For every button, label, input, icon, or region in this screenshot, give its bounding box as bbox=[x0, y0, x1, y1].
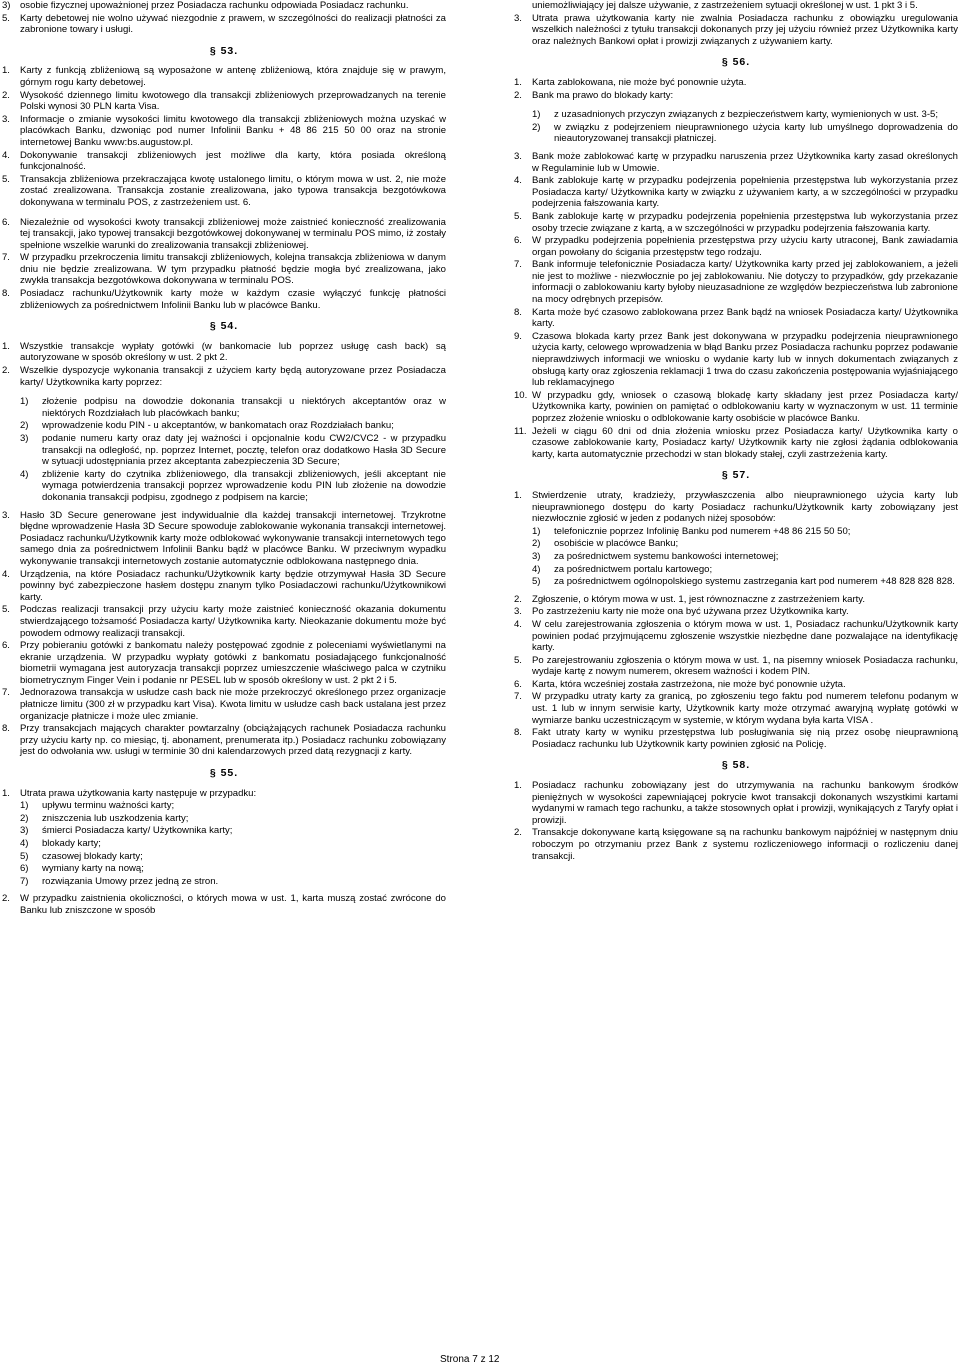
numbered-paragraph bbox=[2, 217, 446, 252]
item-text: Dokonywanie transakcji zbliżeniowych jest możliwe dla karty, która posiada określoną funkcjonalność. bbox=[20, 149, 446, 173]
item-text: zbliżenie karty do czytnika zbliżeniowego, dla transakcji zbliżeniowych, jeśli akceptant nie wymaga potwierdzenia transakcji poprzez wprowadzenie kodu PIN lub złożenie na dowodzie dokonania transakcji podpisu, zgodnego z podpisem na karcie; bbox=[42, 468, 446, 503]
sub-item bbox=[2, 851, 446, 863]
numbered-paragraph bbox=[2, 65, 446, 88]
numbered-paragraph bbox=[2, 569, 446, 604]
numbered-paragraph bbox=[514, 90, 958, 102]
item-text: Posiadacz rachunku zobowiązany jest do utrzymywania na rachunku bankowym środków pieniężnych w wysokości zapewniającej pokrycie kwot transakcji dokonanych wszystkimi kartami wydanymi w ramach tego rachunku, a także stosownych opłat i prowizji, wynikających z Taryfy opłat i prowizji. bbox=[532, 780, 958, 826]
numbered-paragraph bbox=[2, 341, 446, 364]
numbered-paragraph bbox=[514, 211, 958, 234]
numbered-paragraph bbox=[514, 259, 958, 305]
item-number: 2) bbox=[20, 420, 29, 432]
item-number: 4. bbox=[2, 149, 10, 161]
item-text: W celu zarejestrowania zgłoszenia o którym mowa w ust. 1, Posiadacz rachunku/Użytkownik karty powinien podać przyjmującemu zgłoszenie wszystkie niezbędne dane pozwalające na identyfikację karty. bbox=[532, 618, 958, 654]
item-number: 2. bbox=[514, 827, 522, 839]
numbered-paragraph bbox=[514, 679, 958, 691]
item-number: 3) bbox=[2, 0, 11, 11]
item-text: Urządzenia, na które Posiadacz rachunku/Użytkownik karty będzie otrzymywał Hasła 3D Secure powinny być zabezpieczone hasłem dostępu znanym tylko Posiadaczowi rachunku/Użytkownikowi karty. bbox=[20, 568, 446, 603]
sub-item bbox=[2, 813, 446, 825]
item-number: 1. bbox=[2, 65, 10, 77]
numbered-paragraph bbox=[514, 175, 958, 210]
item-text: Bank ma prawo do blokady karty: bbox=[532, 89, 674, 101]
item-text: W przypadku utraty karty za granicą, po zgłoszeniu tego faktu pod numerem telefonu podanym w ust. 1 lub w innym serwisie karty, Użytkownik karty może otrzymać awaryjną wypłatę gotówki w wymiarze banku uczestniczącym w systemie, w którym wydana była karta VISA . bbox=[532, 691, 958, 726]
item-text: Karta może być czasowo zablokowana przez Bank bądź na wniosek Posiadacza karty/ Użytkownika karty. bbox=[532, 306, 958, 330]
item-number: 8. bbox=[514, 727, 522, 739]
sub-item bbox=[514, 551, 958, 563]
item-text: upływu terminu ważności karty; bbox=[42, 800, 175, 812]
item-text: Bank zablokuje kartę w przypadku podejrzenia popełnienia przestępstwa lub wykorzystania przez osoby trzecie związane z kartą, a w szczególności w przypadku podejrzenia fałszowania karty. bbox=[532, 210, 958, 234]
item-number: 5) bbox=[20, 850, 29, 862]
item-text: podanie numeru karty oraz daty jej ważności i opcjonalnie kodu CW2/CVC2 - w przypadku transakcji na odległość, np. poprzez Internet, pocztę, telefon oraz dodatkowo Hasła 3D Secure w sytuacji udostępniania przez akceptanta zabezpieczenia 3D Secure; bbox=[42, 433, 446, 468]
item-text: Wszelkie dyspozycje wykonania transakcji z użyciem karty będą autoryzowane przez Posiadacza karty/ Użytkownika karty poprzez: bbox=[20, 365, 446, 388]
item-text: Bank zablokuje kartę w przypadku podejrzenia popełnienia przestępstwa lub wykorzystania przez Posiadacza karty/ Użytkownika karty w związku z używaniem karty, a w szczególności w przypadku podejrzenia fałszowania karty. bbox=[532, 175, 958, 210]
sub-item bbox=[2, 838, 446, 850]
item-number: 9. bbox=[514, 330, 522, 342]
item-number: 5. bbox=[2, 173, 10, 185]
item-number: 7. bbox=[2, 687, 10, 699]
sub-item bbox=[514, 576, 958, 588]
item-text: osobiście w placówce Banku; bbox=[554, 538, 679, 550]
sub-item bbox=[2, 396, 446, 419]
item-number: 2. bbox=[514, 593, 522, 605]
item-number: 3. bbox=[2, 113, 10, 125]
item-text: W przypadku gdy, wniosek o czasową blokadę karty składany jest przez Posiadacza karty/ Użytkownika karty, powinien on pamiętać o odblokowaniu karty w wyznaczonym w ust. 11 terminie poprzez złożenie wniosku o odblokowanie karty osobiście w placówce Banku. bbox=[532, 389, 958, 424]
section-heading: § 56. bbox=[721, 56, 751, 69]
sub-item bbox=[2, 800, 446, 812]
item-number: 1. bbox=[514, 489, 522, 501]
item-number: 4) bbox=[20, 468, 29, 480]
sub-item bbox=[514, 526, 958, 538]
item-number: 2) bbox=[532, 538, 541, 550]
item-text: Jeżeli w ciągu 60 dni od dnia złożenia wniosku przez Posiadacza karty/ Użytkownika karty o czasowe zablokowanie karty, Posiadacz karty/ Użytkownik karty nie zgłosi żądania odblokowania karty, karta automatycznie przechodzi w stan blokady stałej, czyli zastrzeżenia karty. bbox=[532, 425, 958, 460]
item-text: za pośrednictwem systemu bankowości internetowej; bbox=[554, 550, 779, 562]
item-number: 1) bbox=[532, 525, 541, 537]
numbered-paragraph bbox=[514, 619, 958, 654]
item-number: 2) bbox=[532, 121, 541, 133]
item-text: Niezależnie od wysokości kwoty transakcji zbliżeniowej może zaistnieć konieczność zrealizowania tej transakcji, jako typowej transakcji bezgotówkowej dokonywanej w terminalu POS mimo, iż zostały spełnione wszelkie warunki do zrealizowania transakcji zbliżeniowej. bbox=[20, 216, 446, 251]
item-text: Stwierdzenie utraty, kradzieży, przywłaszczenia albo nieuprawnionego użycia karty lub nieuprawnionego dostępu do karty Posiadacz rachunku/Użytkownik karty zobowiązany jest niezwłocznie zgłosić w jeden z podanych niżej sposobów: bbox=[532, 489, 958, 525]
numbered-paragraph bbox=[514, 77, 958, 89]
item-number: 4. bbox=[514, 175, 522, 187]
numbered-paragraph bbox=[514, 827, 958, 862]
numbered-paragraph bbox=[2, 365, 446, 388]
numbered-paragraph bbox=[514, 727, 958, 750]
numbered-paragraph bbox=[2, 640, 446, 686]
item-number: 6) bbox=[20, 863, 29, 875]
item-text: Bank może zablokować kartę w przypadku naruszenia przez Użytkownika karty zasad określonych w Regulaminie lub w Umowie. bbox=[532, 150, 958, 174]
item-number: 6. bbox=[2, 216, 10, 228]
item-number: 1) bbox=[20, 396, 29, 408]
sub-item bbox=[2, 420, 446, 432]
item-number: 6. bbox=[514, 678, 522, 690]
sub-item bbox=[514, 122, 958, 145]
item-number: 6. bbox=[2, 640, 10, 652]
item-text: Fakt utraty karty w wyniku przestępstwa lub posługiwania się nią przez osobę nieuprawnioną Posiadacz rachunku lub Użytkownik karty powinien zgłosić na Policję. bbox=[532, 727, 958, 750]
item-text: Informacje o zmianie wysokości limitu kwotowego dla transakcji zbliżeniowych można uzyskać w placówkach Banku, dzwoniąc pod numer Infolinii Banku + 48 86 215 50 00 oraz na stronie internetowej Banku www:bs.augustow.pl. bbox=[20, 113, 446, 148]
section-heading: § 58. bbox=[721, 759, 751, 772]
item-number: 4) bbox=[20, 838, 29, 849]
item-text: złożenie podpisu na dowodzie dokonania transakcji u niektórych akceptantów oraz w niektórych Rozdziałach lub placówkach banku; bbox=[42, 396, 446, 419]
numbered-paragraph bbox=[514, 655, 958, 678]
item-text: Po zastrzeżeniu karty nie może ona być używana przez Użytkownika karty. bbox=[532, 606, 849, 618]
item-text: czasowej blokady karty; bbox=[42, 850, 143, 862]
item-text: Jednorazowa transakcja w usłudze cash back nie może przekroczyć określonego przez organizacje płatnicze limitu (300 zł w przypadku kart Visa). Kwota limitu w usłudze cash back ustalana jest przez organizacje płatnicze i może ulec zmianie. bbox=[20, 687, 446, 722]
item-text: za pośrednictwem ogólnopolskiego systemu zastrzegania kart pod numerem +48 828 828 828. bbox=[554, 576, 955, 588]
item-text: Utrata prawa użytkowania karty następuje w przypadku: bbox=[20, 787, 257, 799]
sub-item bbox=[514, 538, 958, 550]
item-number: 3. bbox=[2, 509, 10, 521]
item-number: 3) bbox=[532, 550, 541, 562]
item-number: 7. bbox=[514, 259, 522, 271]
item-text: Karta zablokowana, nie może być ponownie użyta. bbox=[532, 76, 747, 88]
item-number: 5) bbox=[532, 576, 541, 588]
item-text: Zgłoszenie, o którym mowa w ust. 1, jest równoznaczne z zastrzeżeniem karty. bbox=[532, 593, 866, 605]
item-text: Wszystkie transakcje wypłaty gotówki (w bankomacie lub poprzez usługę cash back) są autoryzowane w sposób określony w ust. 2 pkt 2. bbox=[20, 340, 446, 364]
item-number: 5. bbox=[2, 604, 10, 616]
sub-item bbox=[514, 564, 958, 576]
item-number: 4. bbox=[2, 568, 10, 580]
item-text: Podczas realizacji transakcji przy użyciu karty może zaistnieć konieczność okazania dokumentu stwierdzającego tożsamość Posiadacza karty/ Użytkownika karty. Nieokazanie dokumentu może być powodem odmowy realizacji transakcji. bbox=[20, 604, 446, 639]
numbered-paragraph bbox=[514, 13, 958, 48]
item-number: 1. bbox=[2, 787, 10, 799]
item-number: 5. bbox=[514, 654, 522, 666]
item-number: 8. bbox=[2, 288, 10, 300]
numbered-paragraph bbox=[514, 780, 958, 826]
item-text: wprowadzenie kodu PIN - u akceptantów, w bankomatach oraz Rozdziałach banku; bbox=[42, 420, 394, 432]
item-text: W przypadku zaistnienia okoliczności, o których mowa w ust. 1, karta muszą zostać zwrócone do Banku lub zniszczone w sposób bbox=[20, 893, 446, 916]
sub-item bbox=[514, 109, 958, 121]
item-number: 3. bbox=[514, 606, 522, 618]
item-number: 2. bbox=[2, 893, 10, 905]
item-number: 2. bbox=[2, 89, 10, 101]
item-text: z uzasadnionych przyczyn związanych z bezpieczeństwem karty, wymienionych w ust. 3-5; bbox=[554, 109, 938, 121]
item-number: 8. bbox=[2, 723, 10, 735]
numbered-paragraph bbox=[2, 0, 446, 12]
numbered-paragraph bbox=[514, 594, 958, 606]
item-number: 1) bbox=[20, 800, 29, 812]
numbered-paragraph bbox=[2, 723, 446, 758]
numbered-paragraph bbox=[2, 288, 446, 311]
numbered-paragraph bbox=[2, 604, 446, 639]
item-number: 3. bbox=[514, 150, 522, 162]
numbered-paragraph bbox=[2, 510, 446, 568]
item-number: 10. bbox=[514, 389, 528, 401]
item-text: W przypadku podejrzenia popełnienia przestępstwa przy użyciu karty utraconej, Bank zawiadamia organ powołany do ścigania przestępstw tego rodzaju. bbox=[532, 235, 958, 258]
item-number: 6. bbox=[514, 235, 522, 247]
numbered-paragraph bbox=[514, 307, 958, 330]
item-number: 2) bbox=[20, 812, 29, 824]
item-number: 4. bbox=[514, 618, 522, 630]
item-number: 7. bbox=[2, 252, 10, 264]
numbered-paragraph bbox=[2, 90, 446, 113]
sub-item bbox=[2, 469, 446, 504]
item-number: 8. bbox=[514, 306, 522, 318]
item-number: 5. bbox=[2, 12, 10, 24]
item-text: blokady karty; bbox=[42, 838, 101, 849]
numbered-paragraph bbox=[2, 114, 446, 149]
item-number: 11. bbox=[514, 425, 527, 437]
item-text: Transakcje dokonywane kartą księgowane są na rachunku bankowym najpóźniej w następnym dniu roboczym po otrzymaniu przez Bank z systemu rozliczeniowego informacji o rozliczeniu danej transakcji. bbox=[532, 827, 958, 862]
section-heading: § 57. bbox=[721, 469, 751, 482]
item-text: Wysokość dziennego limitu kwotowego dla transakcji zbliżeniowych przeprowadzanych na terenie Polski wynosi 30 PLN karta Visa. bbox=[20, 89, 446, 113]
continued-text: uniemożliwiający jej dalsze używanie, z zastrzeżeniem sytuacji określonej w ust. 1 pkt 3 i 5. bbox=[532, 0, 918, 11]
left-column bbox=[2, 0, 446, 918]
numbered-paragraph bbox=[2, 893, 446, 916]
sub-item bbox=[2, 825, 446, 837]
item-number: 2. bbox=[514, 89, 522, 101]
item-number: 1. bbox=[514, 780, 522, 792]
item-text: zniszczenia lub uszkodzenia karty; bbox=[42, 812, 189, 824]
item-number: 1) bbox=[532, 109, 541, 121]
item-text: Transakcja zbliżeniowa przekraczająca kwotę ustalonego limitu, o którym mowa w ust. 2, nie może zostać zrealizowana. Transakcja zostanie zrealizowana, jako typowa transakcja bezgotówkowa dokonywana w terminalu POS, z zastrzeżeniem ust. 6. bbox=[20, 173, 446, 208]
numbered-paragraph bbox=[514, 235, 958, 258]
item-text: Bank informuje telefonicznie Posiadacza karty/ Użytkownika karty przed jej zablokowaniem, a jeżeli nie jest to możliwe - niezwłocznie po jej zablokowaniu. Nie dotyczy to przypadków, gdy przekazanie informacji o zablokowaniu karty byłoby nieuzasadnione ze względów bezpieczeństwa lub zabronione na mocy odrębnych przepisów. bbox=[532, 259, 958, 306]
item-text: Po zarejestrowaniu zgłoszenia o którym mowa w ust. 1, na pisemny wniosek Posiadacza rachunku, wydaje kartę z nowym numerem, okresem ważności i kodem PIN. bbox=[532, 654, 958, 678]
item-text: śmierci Posiadacza karty/ Użytkownika karty; bbox=[42, 825, 233, 837]
numbered-paragraph bbox=[514, 390, 958, 425]
item-number: 7. bbox=[514, 691, 522, 703]
numbered-paragraph bbox=[2, 788, 446, 800]
item-text: Karty debetowej nie wolno używać niezgodnie z prawem, w szczególności do realizacji płatności za zabronione towary i usługi. bbox=[20, 12, 446, 36]
numbered-paragraph bbox=[514, 490, 958, 525]
numbered-paragraph bbox=[514, 331, 958, 389]
item-text: Posiadacz rachunku/Użytkownik karty może w każdym czasie wyłączyć funkcję płatności zbliżeniowych za pośrednictwem Infolinii Banku lub w placówce Banku. bbox=[20, 288, 446, 311]
item-text: Czasowa blokada karty przez Bank jest dokonywana w przypadku podejrzenia nieuprawnionego użycia karty, celowego wprowadzenia w błąd Banku przez Posiadacza rachunku poprzez podawanie nieprawdziwych informacji we wniosku o wydanie karty lub w innych dokumentach związanych z obsługą karty oraz zgłoszenia reklamacji 1 trwa do czasu zakończenia postępowania wyjaśniającego lub reklamacyjnego bbox=[532, 330, 958, 389]
numbered-paragraph bbox=[2, 174, 446, 209]
numbered-paragraph bbox=[514, 606, 958, 618]
item-text: Przy transakcjach mających charakter powtarzalny (obciążających rachunek Posiadacza rachunku przy użyciu karty np. co miesiąc, tj. abonament, prenumerata itp.) Posiadacz rachunku zobowiązany jest do odwołania ww. usługi w terminie 30 dni kalendarzowych przed datą rezygnacji z karty. bbox=[20, 723, 446, 758]
numbered-paragraph bbox=[514, 691, 958, 726]
numbered-paragraph bbox=[2, 252, 446, 287]
sub-item bbox=[2, 876, 446, 888]
item-number: 1. bbox=[514, 76, 522, 88]
numbered-paragraph bbox=[2, 13, 446, 36]
item-text: Utrata prawa użytkowania karty nie zwalnia Posiadacza rachunku z obowiązku uregulowania wszelkich należności z tytułu transakcji dokonanych przy jej użyciu również przez Użytkownika karty oraz należnych Bankowi opłat i prowizji związanych z używaniem karty. bbox=[532, 12, 958, 47]
item-text: rozwiązania Umowy przez jedną ze stron. bbox=[42, 875, 219, 887]
item-number: 1. bbox=[2, 340, 10, 352]
item-number: 3) bbox=[20, 825, 29, 837]
item-text: za pośrednictwem portalu kartowego; bbox=[554, 563, 713, 575]
page-footer: Strona 7 z 12 bbox=[440, 1354, 500, 1365]
item-number: 2. bbox=[2, 365, 10, 377]
sub-item bbox=[2, 863, 446, 875]
item-text: osobie fizycznej upoważnionej przez Posiadacza rachunku odpowiada Posiadacz rachunku. bbox=[20, 0, 409, 11]
item-number: 3. bbox=[514, 12, 522, 24]
item-text: Karty z funkcją zbliżeniową są wyposażone w antenę zbliżeniową, która znajduje się w prawym, górnym rogu karty debetowej. bbox=[20, 65, 446, 88]
numbered-paragraph bbox=[2, 687, 446, 722]
item-number: 5. bbox=[514, 210, 522, 222]
item-number: 3) bbox=[20, 433, 29, 444]
item-number: 4) bbox=[532, 563, 541, 575]
section-heading: § 53. bbox=[209, 44, 239, 57]
section-heading: § 54. bbox=[209, 320, 239, 333]
item-text: w związku z podejrzeniem nieuprawnionego użycia karty lub umyślnego doprowadzenia do nieautoryzowanej transakcji płatniczej. bbox=[554, 121, 958, 145]
item-text: wymiany karty na nową; bbox=[42, 863, 144, 875]
item-text: Przy pobieraniu gotówki z bankomatu należy postępować zgodnie z poleceniami wyświetlanymi na ekranie urządzenia. W przypadku wypłaty gotówki z bankomatu posiadającego funkcjonalność biometrii wymagana jest autoryzacja transakcji poprzez umieszczenie właściwego palca w czytniku biometrycznym Finger Vein i podanie nr PESEL lub w sposób określony w ust. 2 pkt 2 i 5. bbox=[20, 640, 446, 686]
item-text: Karta, która wcześniej została zastrzeżona, nie może być ponownie użyta. bbox=[532, 678, 846, 690]
numbered-paragraph bbox=[2, 150, 446, 173]
numbered-paragraph bbox=[514, 151, 958, 174]
item-number: 7) bbox=[20, 875, 29, 887]
item-text: telefonicznie poprzez Infolinię Banku pod numerem +48 86 215 50 50; bbox=[554, 525, 851, 537]
item-text: W przypadku przekroczenia limitu transakcji zbliżeniowych, kolejna transakcja zbliżeniowa w danym dniu nie będzie zrealizowana. W tym przypadku płatność będzie mogła być zrealizowana, jako zwykła transakcja bezgotówkowa dokonywana w terminalu POS. bbox=[20, 252, 446, 287]
sub-item bbox=[2, 433, 446, 468]
section-heading: § 55. bbox=[209, 767, 239, 780]
item-text: Hasło 3D Secure generowane jest indywidualnie dla każdej transakcji internetowej. Trzykrotne błędne wprowadzenie Hasła 3D Secure spowoduje zablokowanie wykonania transakcji internetowej. Posiadacz rachunku/Użytkownik karty może odblokować wykonywanie transakcji internetowych tego samego dnia za pośrednictwem Infolinii Banku bądź w placówce Banku. W przeciwnym wypadku wykonywanie transakcji internetowych zostanie automatycznie odblokowana następnego dnia. bbox=[20, 509, 446, 567]
right-column bbox=[514, 0, 958, 863]
numbered-paragraph bbox=[514, 426, 958, 461]
